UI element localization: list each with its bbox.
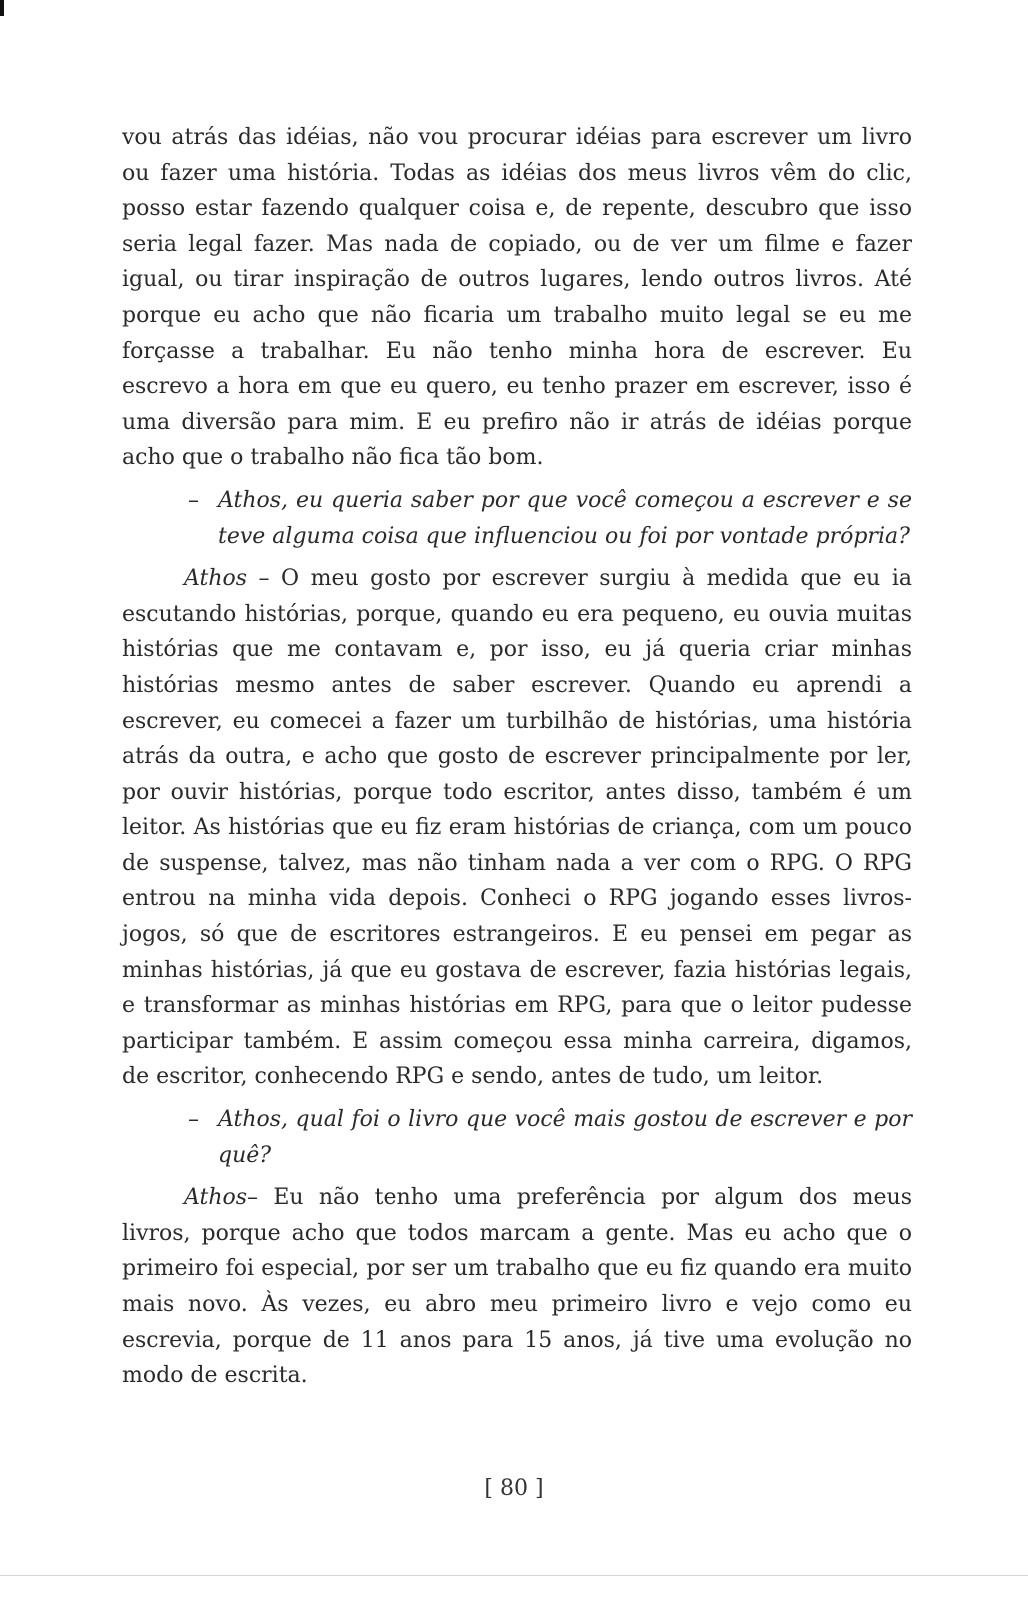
answer-1 bbox=[122, 561, 912, 1095]
question-2 bbox=[188, 1102, 912, 1173]
speaker-name: Athos bbox=[184, 566, 248, 592]
page-number: [ 80 ] bbox=[484, 1476, 544, 1501]
answer-2-text: Eu não tenho uma preferência por algum dos meus livros, porque acho que todos marcam a gente. Mas eu acho que o primeiro foi especial, por ser um trabalho que eu fiz quando era muito mais novo. Às vezes, eu abro meu primeiro livro e vejo como eu escrevia, porque de 11 anos para 15 anos, já tive uma evolução no modo de escrita. bbox=[122, 1185, 912, 1389]
answer-1-text: O meu gosto por escrever surgiu à medida que eu ia escutando histórias, porque, quando eu era pequeno, eu ouvia muitas histórias que me contavam e, por isso, eu já queria criar minhas histórias mesmo antes de saber escrever. Quando eu aprendi a escrever, eu comecei a fazer um turbilhão de histórias, uma história atrás da outra, e acho que gosto de escrever principalmente por ler, por ouvir histórias, porque todo escritor, antes disso, também é um leitor. As histórias que eu fiz eram histórias de criança, com um pouco de suspense, talvez, mas não tinham nada a ver com o RPG. O RPG entrou na minha vida depois. Conheci o RPG jogando esses livros-jogos, só que de escritores estrangeiros. E eu pensei em pegar as minhas histórias, já que eu gostava de escrever, fazia histórias legais, e transformar as minhas histórias em RPG, para que o leitor pudesse participar também. E assim começou essa minha carreira, digamos, de escritor, conhecendo RPG e sendo, antes de tudo, um leitor. bbox=[122, 566, 912, 1090]
question-dash: – bbox=[188, 487, 199, 513]
speaker-name: Athos bbox=[184, 1185, 248, 1211]
answer-2 bbox=[122, 1180, 912, 1394]
scan-bottom-edge bbox=[0, 1575, 1028, 1576]
paragraph-continuation: vou atrás das idéias, não vou procurar idéias para escrever um livro ou fazer uma história. Todas as idéias dos meus livros vêm do clic, posso estar fazendo qualquer coisa e, de repente, descubro que isso seria legal fazer. Mas nada de copiado, ou de ver um filme e fazer igual, ou tirar inspiração de outros lugares, lendo outros livros. Até porque eu acho que não ficaria um trabalho muito legal se eu me forçasse a trabalhar. Eu não tenho minha hora de escrever. Eu escrevo a hora em que eu quero, eu tenho prazer em escrever, isso é uma diversão para mim. E eu prefiro não ir atrás de idéias porque acho que o trabalho não fica tão bom. bbox=[122, 125, 912, 471]
speaker-separator: – bbox=[247, 1185, 274, 1211]
speaker-separator: – bbox=[247, 566, 282, 592]
question-1-text: Athos, eu queria saber por que você começou a escrever e se teve alguma coisa que influenciou ou foi por vontade própria? bbox=[218, 487, 912, 549]
question-dash: – bbox=[188, 1107, 199, 1133]
question-1 bbox=[188, 483, 912, 554]
scan-corner-mark bbox=[0, 0, 4, 16]
question-2-text: Athos, qual foi o livro que você mais gostou de escrever e por quê? bbox=[218, 1107, 912, 1168]
body-text bbox=[122, 120, 912, 1394]
